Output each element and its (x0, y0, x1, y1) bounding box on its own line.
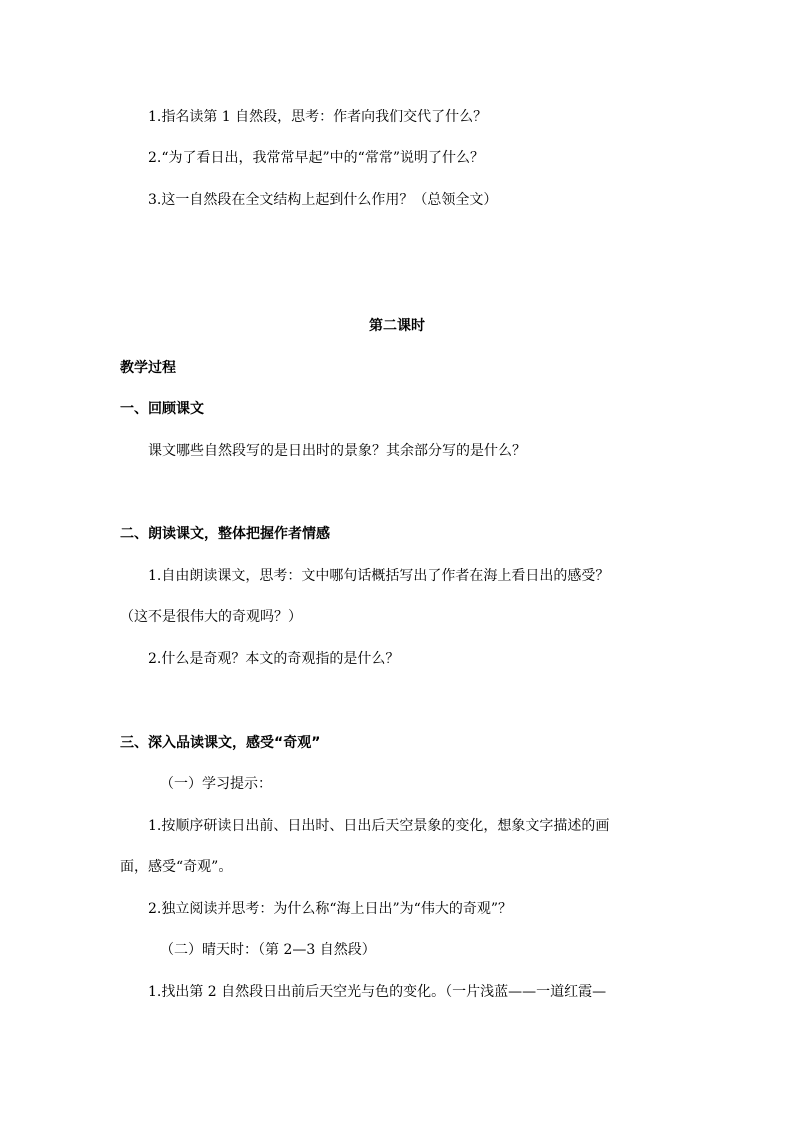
section-3-sub-1-heading: （一）学习提示： (160, 776, 272, 792)
section-3-sub-2-item-1: 1.找出第 2 自然段日出前后天空光与色的变化。（一片浅蓝——一道红霞— (148, 984, 607, 1000)
section-3-heading: 三、深入品读课文，感受“奇观” (120, 735, 321, 751)
section-2-item-1-line-2: （这不是很伟大的奇观吗？） (120, 609, 302, 625)
section-3-tip-2: 2.独立阅读并思考：为什么称“海上日出”为“伟大的奇观”？ (148, 901, 512, 917)
section-2-item-2: 2.什么是奇观？本文的奇观指的是什么？ (148, 651, 400, 667)
section-1-heading: 一、回顾课文 (120, 401, 204, 417)
process-heading: 教学过程 (120, 360, 176, 376)
section-3-tip-1-line-2: 面，感受“奇观”。 (120, 859, 233, 875)
question-2: 2.“为了看日出，我常常早起”中的“常常”说明了什么？ (148, 150, 484, 166)
section-2-heading: 二、朗读课文，整体把握作者情感 (120, 526, 330, 542)
section-3-sub-2-heading: （二）晴天时：（第 2—3 自然段） (160, 942, 376, 958)
section-1-text: 课文哪些自然段写的是日出时的景象？其余部分写的是什么？ (148, 443, 526, 459)
section-2-item-1-line-1: 1.自由朗读课文，思考：文中哪句话概括写出了作者在海上看日出的感受？ (148, 568, 610, 584)
lesson-title: 第二课时 (369, 318, 425, 334)
section-3-tip-1-line-1: 1.按顺序研读日出前、日出时、日出后天空景象的变化，想象文字描述的画 (148, 818, 610, 834)
question-1: 1.指名读第 1 自然段，思考：作者向我们交代了什么？ (148, 109, 488, 125)
question-3: 3.这一自然段在全文结构上起到什么作用？（总领全文） (148, 192, 498, 208)
